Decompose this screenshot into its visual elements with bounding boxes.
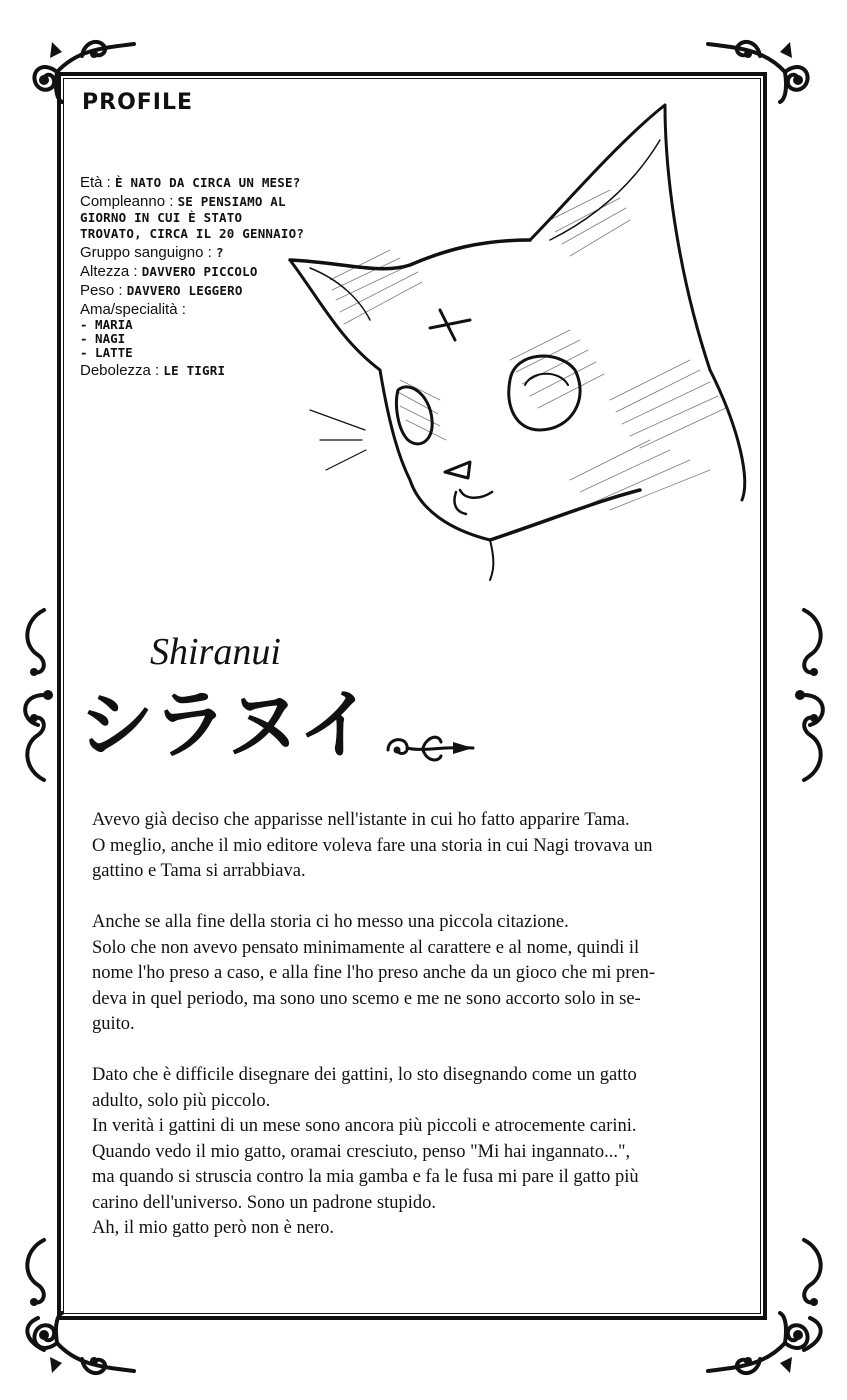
text-line: carino dell'universo. Sono un padrone stupido. — [92, 1192, 436, 1213]
profile-label: Peso : — [80, 282, 127, 299]
text-line: adulto, solo più piccolo. — [92, 1090, 271, 1111]
paragraph — [92, 1063, 744, 1242]
list-item: - LATTE — [80, 345, 133, 360]
profile-label: Compleanno : — [80, 193, 178, 210]
text-line: guito. — [92, 1014, 135, 1034]
text-line: gattino e Tama si arrabbiava. — [92, 861, 306, 881]
side-flourish-icon — [794, 600, 834, 790]
profile-value: DAVVERO PICCOLO — [141, 264, 258, 279]
character-name-kana: シラヌイ — [78, 680, 372, 769]
profile-label: Gruppo sanguigno : — [80, 244, 216, 261]
text-line: Dato che è difficile disegnare dei gattini, lo sto disegnando come un gatto — [92, 1065, 637, 1085]
text-line: Anche se alla fine della storia ci ho messo una piccola citazione. — [92, 912, 569, 932]
profile-label: Ama/specialità : — [80, 301, 186, 318]
profile-value: LE TIGRI — [163, 363, 226, 378]
paragraph — [92, 910, 744, 1038]
list-item: - NAGI — [80, 331, 126, 346]
text-line: deva in quel periodo, ma sono uno scemo e me ne sono accorto solo in se- — [92, 988, 641, 1009]
profile-label: Altezza : — [80, 263, 142, 280]
side-flourish-icon — [14, 1230, 54, 1360]
text-line: Quando vedo il mio gatto, oramai cresciuto, penso "Mi hai ingannato...", — [92, 1141, 631, 1162]
text-line: nome l'ho preso a caso, e alla fine l'ho preso anche da un gioco che mi pren- — [92, 963, 656, 983]
corner-flourish-icon — [700, 30, 820, 105]
list-item: - MARIA — [80, 317, 133, 332]
side-flourish-icon — [794, 1230, 834, 1360]
profile-value: ? — [215, 245, 224, 260]
side-flourish-icon — [14, 600, 54, 790]
profile-label: Età : — [80, 174, 116, 191]
text-line: In verità i gattini di un mese sono ancora più piccoli e atrocemente carini. — [92, 1116, 637, 1136]
profile-label: Debolezza : — [80, 362, 164, 379]
text-line: Solo che non avevo pensato minimamente al carattere e al nome, quindi il — [92, 937, 640, 958]
profile-value: DAVVERO LEGGERO — [126, 283, 243, 298]
profile-value: È NATO DA CIRCA UN MESE? — [115, 175, 301, 190]
name-flourish-icon — [383, 728, 478, 768]
profile-value: SE PENSIAMO AL GIORNO IN CUI È STATO TROVATO, CIRCA IL 20 GENNAIO? — [80, 194, 305, 241]
body-text — [92, 808, 744, 1267]
cat-illustration — [270, 100, 750, 600]
text-line: O meglio, anche il mio editore voleva fare una storia in cui Nagi trovava un — [92, 835, 653, 856]
paragraph — [92, 808, 744, 885]
page-title: PROFILE — [82, 90, 194, 115]
text-line: Avevo già deciso che apparisse nell'istante in cui ho fatto apparire Tama. — [92, 810, 630, 830]
text-line: ma quando si struscia contro la mia gamba e fa le fusa mi pare il gatto più — [92, 1167, 639, 1187]
text-line: Ah, il mio gatto però non è nero. — [92, 1218, 334, 1238]
character-name-latin: Shiranui — [150, 631, 281, 673]
